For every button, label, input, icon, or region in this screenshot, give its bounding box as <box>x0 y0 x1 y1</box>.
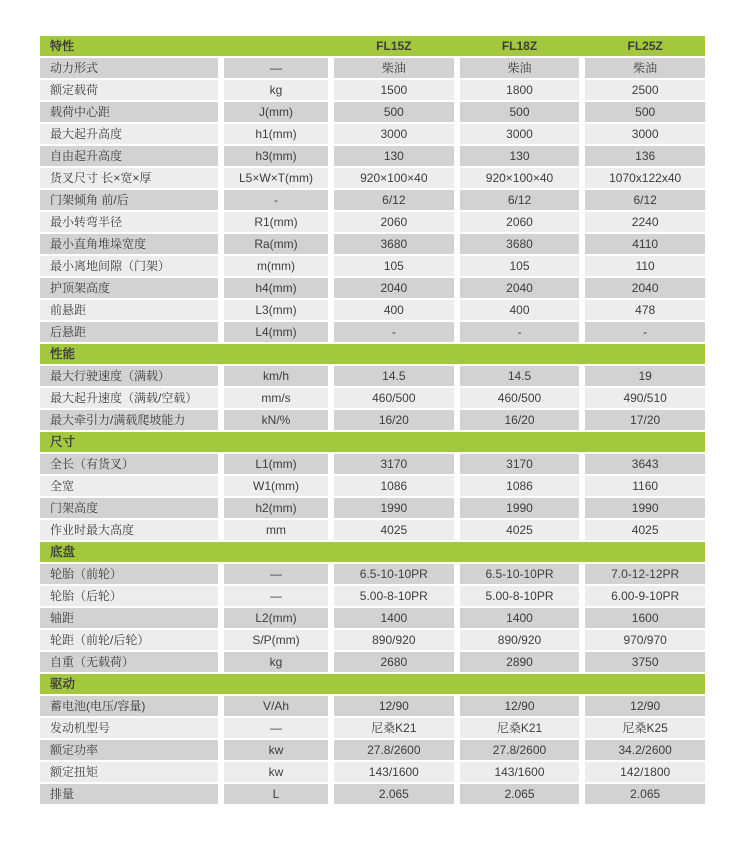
row-value: 4025 <box>334 520 454 540</box>
row-value: 920×100×40 <box>460 168 580 188</box>
row-label: 后悬距 <box>40 322 218 342</box>
row-unit: kw <box>224 762 328 782</box>
row-label: 轮距（前轮/后轮） <box>40 630 218 650</box>
table-row <box>40 718 705 738</box>
row-value: - <box>585 322 705 342</box>
table-row <box>40 322 705 342</box>
row-label: 前悬距 <box>40 300 218 320</box>
row-label: 护顶架高度 <box>40 278 218 298</box>
row-value: 尼桑K21 <box>334 718 454 738</box>
row-unit: L5×W×T(mm) <box>224 168 328 188</box>
row-value: 1400 <box>334 608 454 628</box>
table-row <box>40 366 705 386</box>
table-row <box>40 498 705 518</box>
row-label: 最大起升高度 <box>40 124 218 144</box>
row-value: 2500 <box>585 80 705 100</box>
row-value: 490/510 <box>585 388 705 408</box>
row-label: 载荷中心距 <box>40 102 218 122</box>
row-value: 16/20 <box>460 410 580 430</box>
row-unit: L2(mm) <box>224 608 328 628</box>
row-value: 2890 <box>460 652 580 672</box>
row-unit: kN/% <box>224 410 328 430</box>
row-value: 1800 <box>460 80 580 100</box>
row-value: 1160 <box>585 476 705 496</box>
row-value: 34.2/2600 <box>585 740 705 760</box>
row-unit: kw <box>224 740 328 760</box>
row-value: 2040 <box>585 278 705 298</box>
section-header: 性能 <box>40 344 705 364</box>
model-header: FL15Z <box>376 39 412 53</box>
row-unit: — <box>224 564 328 584</box>
row-value: 143/1600 <box>334 762 454 782</box>
row-value: 920×100×40 <box>334 168 454 188</box>
table-row <box>40 124 705 144</box>
row-label: 轴距 <box>40 608 218 628</box>
row-value: 460/500 <box>334 388 454 408</box>
section-header: 底盘 <box>40 542 705 562</box>
row-unit: kg <box>224 652 328 672</box>
row-value: 6/12 <box>334 190 454 210</box>
row-value: 6/12 <box>460 190 580 210</box>
row-value: 1600 <box>585 608 705 628</box>
row-value: 500 <box>460 102 580 122</box>
row-value: 柴油 <box>460 58 580 78</box>
model-header: FL25Z <box>627 39 663 53</box>
row-label: 最大行驶速度（满载） <box>40 366 218 386</box>
row-value: 2060 <box>460 212 580 232</box>
row-unit: L4(mm) <box>224 322 328 342</box>
unit-column-header <box>224 36 328 56</box>
row-value: 143/1600 <box>460 762 580 782</box>
row-value: 110 <box>585 256 705 276</box>
row-value: 5.00-8-10PR <box>334 586 454 606</box>
row-label: 门架高度 <box>40 498 218 518</box>
table-row <box>40 278 705 298</box>
row-unit: W1(mm) <box>224 476 328 496</box>
table-row <box>40 212 705 232</box>
row-label: 全宽 <box>40 476 218 496</box>
table-row <box>40 476 705 496</box>
table-row <box>40 190 705 210</box>
row-value: 14.5 <box>334 366 454 386</box>
row-value: 3643 <box>585 454 705 474</box>
section-header: 尺寸 <box>40 432 705 452</box>
table-row <box>40 410 705 430</box>
row-label: 门架倾角 前/后 <box>40 190 218 210</box>
row-value: 2240 <box>585 212 705 232</box>
row-value: 柴油 <box>334 58 454 78</box>
table-row <box>40 388 705 408</box>
row-unit: Ra(mm) <box>224 234 328 254</box>
row-value: 27.8/2600 <box>460 740 580 760</box>
row-label: 动力形式 <box>40 58 218 78</box>
row-unit: km/h <box>224 366 328 386</box>
row-unit: h1(mm) <box>224 124 328 144</box>
feature-header-label: 特性 <box>50 39 75 53</box>
row-value: 1990 <box>334 498 454 518</box>
row-label: 最大牵引力/满载爬坡能力 <box>40 410 218 430</box>
row-label: 排量 <box>40 784 218 804</box>
row-value: 460/500 <box>460 388 580 408</box>
row-value: 1990 <box>585 498 705 518</box>
row-unit: h2(mm) <box>224 498 328 518</box>
row-value: 1990 <box>460 498 580 518</box>
row-value: 478 <box>585 300 705 320</box>
row-label: 额定载荷 <box>40 80 218 100</box>
row-value: 1086 <box>334 476 454 496</box>
row-value: 1086 <box>460 476 580 496</box>
row-label: 蓄电池(电压/容量) <box>40 696 218 716</box>
row-value: 1070x122x40 <box>585 168 705 188</box>
row-value: 3680 <box>334 234 454 254</box>
row-unit: V/Ah <box>224 696 328 716</box>
row-unit: h4(mm) <box>224 278 328 298</box>
row-value: 500 <box>334 102 454 122</box>
row-unit: — <box>224 718 328 738</box>
table-row <box>40 608 705 628</box>
row-label: 额定扭矩 <box>40 762 218 782</box>
row-unit: mm/s <box>224 388 328 408</box>
table-row <box>40 784 705 804</box>
row-value: 3680 <box>460 234 580 254</box>
row-value: - <box>334 322 454 342</box>
row-value: 2.065 <box>585 784 705 804</box>
table-row <box>40 300 705 320</box>
row-label: 货叉尺寸 长×宽×厚 <box>40 168 218 188</box>
row-value: 2.065 <box>334 784 454 804</box>
row-value: 2040 <box>460 278 580 298</box>
table-row <box>40 146 705 166</box>
row-label: 全长（有货叉） <box>40 454 218 474</box>
table-row <box>40 630 705 650</box>
row-value: 16/20 <box>334 410 454 430</box>
row-value: 2060 <box>334 212 454 232</box>
row-value: - <box>460 322 580 342</box>
model-header: FL18Z <box>501 39 538 53</box>
row-unit: L1(mm) <box>224 454 328 474</box>
row-unit: J(mm) <box>224 102 328 122</box>
row-unit: m(mm) <box>224 256 328 276</box>
row-label: 额定功率 <box>40 740 218 760</box>
row-value: 6.5-10-10PR <box>334 564 454 584</box>
table-row <box>40 234 705 254</box>
table-header-row <box>40 36 705 56</box>
row-value: 4110 <box>585 234 705 254</box>
table-row <box>40 520 705 540</box>
row-unit: - <box>224 190 328 210</box>
row-value: 柴油 <box>585 58 705 78</box>
table-row <box>40 696 705 716</box>
row-value: 130 <box>334 146 454 166</box>
table-row <box>40 256 705 276</box>
row-unit: L <box>224 784 328 804</box>
row-value: 3000 <box>334 124 454 144</box>
row-value: 3000 <box>585 124 705 144</box>
row-value: 尼桑K25 <box>585 718 705 738</box>
table-row <box>40 58 705 78</box>
row-unit: R1(mm) <box>224 212 328 232</box>
row-unit: L3(mm) <box>224 300 328 320</box>
row-value: 19 <box>585 366 705 386</box>
row-value: 890/920 <box>334 630 454 650</box>
row-value: 1400 <box>460 608 580 628</box>
table-row <box>40 102 705 122</box>
row-unit: mm <box>224 520 328 540</box>
row-label: 自重（无载荷） <box>40 652 218 672</box>
row-value: 12/90 <box>460 696 580 716</box>
table-row <box>40 762 705 782</box>
row-value: 105 <box>460 256 580 276</box>
table-row <box>40 740 705 760</box>
row-unit: — <box>224 586 328 606</box>
table-row <box>40 652 705 672</box>
table-row <box>40 564 705 584</box>
row-unit: h3(mm) <box>224 146 328 166</box>
row-value: 27.8/2600 <box>334 740 454 760</box>
row-value: 142/1800 <box>585 762 705 782</box>
row-label: 最小离地间隙（门架） <box>40 256 218 276</box>
row-value: 14.5 <box>460 366 580 386</box>
row-value: 12/90 <box>585 696 705 716</box>
row-label: 最小直角堆垛宽度 <box>40 234 218 254</box>
section-header: 驱动 <box>40 674 705 694</box>
row-label: 轮胎（前轮） <box>40 564 218 584</box>
row-value: 6.00-9-10PR <box>585 586 705 606</box>
table-row <box>40 454 705 474</box>
row-label: 轮胎（后轮） <box>40 586 218 606</box>
row-label: 自由起升高度 <box>40 146 218 166</box>
row-unit: kg <box>224 80 328 100</box>
row-value: 尼桑K21 <box>460 718 580 738</box>
row-value: 130 <box>460 146 580 166</box>
row-unit: S/P(mm) <box>224 630 328 650</box>
row-value: 970/970 <box>585 630 705 650</box>
row-value: 4025 <box>460 520 580 540</box>
row-value: 2.065 <box>460 784 580 804</box>
row-value: 400 <box>334 300 454 320</box>
row-value: 17/20 <box>585 410 705 430</box>
row-value: 5.00-8-10PR <box>460 586 580 606</box>
row-label: 最大起升速度（满载/空载） <box>40 388 218 408</box>
row-label: 最小转弯半径 <box>40 212 218 232</box>
row-value: 12/90 <box>334 696 454 716</box>
row-label: 发动机型号 <box>40 718 218 738</box>
row-value: 4025 <box>585 520 705 540</box>
row-value: 6/12 <box>585 190 705 210</box>
row-value: 2040 <box>334 278 454 298</box>
row-label: 作业时最大高度 <box>40 520 218 540</box>
row-value: 2680 <box>334 652 454 672</box>
row-value: 3170 <box>460 454 580 474</box>
table-row <box>40 168 705 188</box>
table-row <box>40 80 705 100</box>
row-value: 3000 <box>460 124 580 144</box>
row-value: 6.5-10-10PR <box>460 564 580 584</box>
row-value: 136 <box>585 146 705 166</box>
row-value: 3750 <box>585 652 705 672</box>
row-value: 890/920 <box>460 630 580 650</box>
row-value: 7.0-12-12PR <box>585 564 705 584</box>
row-value: 105 <box>334 256 454 276</box>
row-value: 3170 <box>334 454 454 474</box>
table-row <box>40 586 705 606</box>
row-value: 400 <box>460 300 580 320</box>
row-value: 1500 <box>334 80 454 100</box>
row-unit: — <box>224 58 328 78</box>
row-value: 500 <box>585 102 705 122</box>
spec-table <box>40 36 705 806</box>
